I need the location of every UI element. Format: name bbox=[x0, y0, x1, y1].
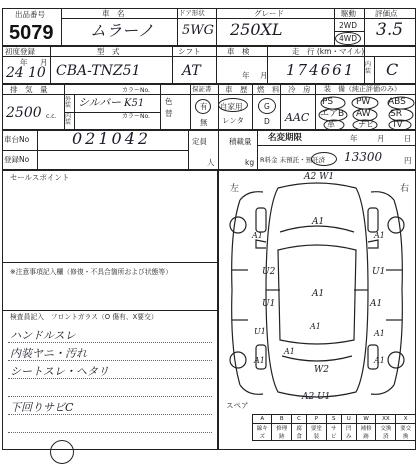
mark-hood: A1 bbox=[312, 217, 325, 227]
use-private-circle bbox=[218, 98, 248, 112]
type-value: CBA-TNZ51 bbox=[56, 63, 141, 79]
load-unit: kg bbox=[245, 158, 255, 167]
name-change-year: 年 bbox=[350, 134, 358, 143]
equipment-circles bbox=[315, 94, 416, 130]
capacity-unit: 人 bbox=[207, 158, 215, 167]
score-value: 3.5 bbox=[376, 20, 404, 40]
interior-value: C bbox=[386, 60, 399, 79]
fuel-g-circle bbox=[258, 98, 276, 114]
legend-name: 修理跡 bbox=[272, 424, 292, 441]
color-change-label: 色替 bbox=[165, 97, 173, 118]
legend-code: X bbox=[396, 415, 416, 424]
drive-4wd-circle bbox=[335, 32, 361, 45]
displacement-value: 2500 bbox=[6, 105, 42, 121]
legend-code: C bbox=[292, 415, 307, 424]
mark-left-rear-fender: U1 bbox=[254, 327, 266, 336]
recycle-label: R料金 未預託・預託済 bbox=[260, 156, 326, 164]
recycle-paid-circle bbox=[311, 152, 337, 166]
legend-name: 凹み bbox=[341, 424, 356, 441]
first-reg-label: 初度登録 bbox=[5, 47, 35, 56]
reg-no-label: 登録No bbox=[4, 155, 30, 164]
legend-name: サビ bbox=[326, 424, 341, 441]
recycle-value: 13300 bbox=[344, 150, 383, 164]
grade-value: 250XL bbox=[230, 20, 283, 39]
use-rental: レンタ bbox=[222, 116, 245, 125]
reg-year: 24 bbox=[6, 65, 24, 81]
mark-left-front-door: U2 bbox=[262, 267, 276, 277]
chassis-no-value: 021042 bbox=[72, 129, 152, 148]
equip-sr: SR bbox=[390, 109, 402, 119]
inspection-year-unit: 年 bbox=[242, 71, 250, 80]
mark-left-rear-side: A1 bbox=[254, 356, 265, 365]
fuel-g: G bbox=[264, 102, 270, 111]
equip-ps: PS bbox=[322, 97, 334, 107]
legend-code: W bbox=[356, 415, 376, 424]
left-side-label: 左 bbox=[230, 184, 240, 194]
mileage-label: 走 行 (km・マイル) bbox=[292, 47, 365, 56]
mark-right-rear-door: A1 bbox=[370, 299, 383, 309]
note-line-1: ハンドルスレ bbox=[10, 329, 76, 342]
ac-value: AAC bbox=[285, 111, 310, 124]
right-side-label: 右 bbox=[400, 184, 410, 194]
legend-name: 交換済 bbox=[376, 424, 396, 441]
legend-code: A bbox=[253, 415, 272, 424]
drive-label: 駆動 bbox=[341, 9, 356, 18]
displacement-label: 排 気 量 bbox=[10, 85, 48, 94]
mark-rear-window: A1 bbox=[310, 322, 321, 331]
note-line-4: 下回りサビC bbox=[10, 401, 74, 414]
capacity-label: 定員 bbox=[192, 137, 207, 146]
lot-number-box bbox=[2, 8, 62, 46]
legend-code: B bbox=[272, 415, 292, 424]
damage-legend bbox=[252, 414, 416, 441]
legend-code: S bbox=[326, 415, 341, 424]
exterior-color-label: 外装 bbox=[65, 96, 72, 109]
mark-left-rear-wheel: A1 bbox=[284, 347, 295, 356]
warranty-yes-circle bbox=[195, 99, 211, 114]
inspection-month-unit: 月 bbox=[260, 71, 268, 80]
equip-navi: ナビ bbox=[358, 120, 374, 129]
use-private: 自家用 bbox=[220, 102, 243, 111]
color-no-label: カラーNo. bbox=[122, 87, 150, 94]
reg-year-unit: 年 bbox=[20, 58, 28, 67]
cc-unit: c.c. bbox=[46, 113, 57, 120]
score-label: 評価点 bbox=[375, 9, 398, 18]
mileage-value: 174661 bbox=[286, 61, 356, 79]
equip-abs: ABS bbox=[388, 97, 406, 107]
reg-month-unit: 月 bbox=[40, 58, 48, 67]
equip-leather: 革 bbox=[327, 120, 335, 129]
legend-code: P bbox=[307, 415, 327, 424]
door-label: ドア形状 bbox=[179, 9, 205, 17]
shift-value: AT bbox=[182, 63, 201, 79]
legend-name: 要交換 bbox=[396, 424, 416, 441]
footer-circle bbox=[50, 440, 74, 464]
legend-code: U bbox=[341, 415, 356, 424]
legend-name: 補修跡 bbox=[356, 424, 376, 441]
door-value: 5WG bbox=[182, 23, 215, 38]
interior-label: 内装 bbox=[365, 61, 372, 75]
mark-rear-bumper: A2 U1 bbox=[302, 392, 331, 402]
model-value: ムラーノ bbox=[90, 21, 154, 40]
legend-code: XX bbox=[376, 415, 396, 424]
name-change-day: 日 bbox=[404, 134, 412, 143]
warranty-yes: 有 bbox=[200, 102, 208, 111]
lot-label: 出品番号 bbox=[15, 10, 45, 19]
drive-2wd: 2WD bbox=[339, 21, 357, 30]
use-label: 車 歴 bbox=[225, 85, 248, 94]
sales-point-label: セールスポイント bbox=[10, 173, 70, 182]
interior-color-no-label: カラーNo. bbox=[122, 113, 150, 120]
legend-name: 腐食 bbox=[292, 424, 307, 441]
load-label: 積載量 bbox=[229, 137, 252, 146]
auction-sheet bbox=[2, 0, 416, 450]
mark-left-rear-door: U1 bbox=[262, 299, 276, 309]
mark-right-rear-side: A1 bbox=[374, 356, 385, 365]
inspector-label: 検査員記入 フロントガラス（O 傷有、X要交） bbox=[10, 313, 158, 321]
recycle-yen: 円 bbox=[404, 156, 412, 165]
fuel-d: D bbox=[264, 117, 270, 126]
mark-right-rear-fender: A1 bbox=[374, 329, 385, 338]
fuel-label: 燃 料 bbox=[257, 85, 280, 94]
name-change-label: 名変期限 bbox=[268, 133, 303, 143]
equip-tv: TV bbox=[392, 120, 403, 129]
name-change-month: 月 bbox=[377, 134, 385, 143]
interior-color-label: 内装 bbox=[65, 113, 72, 126]
mark-left-front-fender: A1 bbox=[252, 231, 263, 240]
color-no-value: K51 bbox=[124, 98, 145, 109]
equip-pw: PW bbox=[356, 97, 371, 107]
mark-front-bumper: A2 W1 bbox=[304, 172, 335, 182]
inspection-label: 車 検 bbox=[227, 47, 250, 56]
exterior-color-value: シルバー bbox=[78, 96, 121, 109]
ac-label: 冷 房 bbox=[288, 85, 311, 94]
note-line-2: 内装ヤニ・汚れ bbox=[10, 347, 87, 360]
warranty-label: 保証書 bbox=[192, 85, 212, 93]
type-label: 型 式 bbox=[97, 47, 120, 56]
mark-roof: A1 bbox=[312, 289, 325, 299]
model-label: 車 名 bbox=[102, 9, 125, 18]
mark-right-front-fender: A1 bbox=[374, 231, 385, 240]
shift-label: シフト bbox=[178, 47, 201, 56]
legend-name: 線キズ bbox=[253, 424, 272, 441]
equip-aw: AW bbox=[356, 109, 371, 119]
equipment-label: 装 備（純正評価のみ） bbox=[324, 85, 401, 93]
equip-airbag: エアB bbox=[320, 109, 345, 119]
spare-label: スペア bbox=[226, 401, 249, 410]
chassis-no-label: 車台No bbox=[4, 135, 30, 144]
note-line-3: シートスレ・ヘタリ bbox=[10, 365, 109, 378]
drive-4wd: 4WD bbox=[339, 34, 357, 43]
legend-name: 要塗装 bbox=[307, 424, 327, 441]
note-label: ※注意事項記入欄（修復・不具合箇所および状態等） bbox=[10, 268, 173, 276]
reg-month: 10 bbox=[28, 65, 46, 81]
grade-label: グレード bbox=[254, 9, 284, 18]
lot-number: 5079 bbox=[9, 22, 54, 44]
mark-back-door: W2 bbox=[314, 365, 329, 375]
mark-right-front-door: U1 bbox=[372, 267, 386, 277]
warranty-no: 無 bbox=[200, 118, 208, 127]
